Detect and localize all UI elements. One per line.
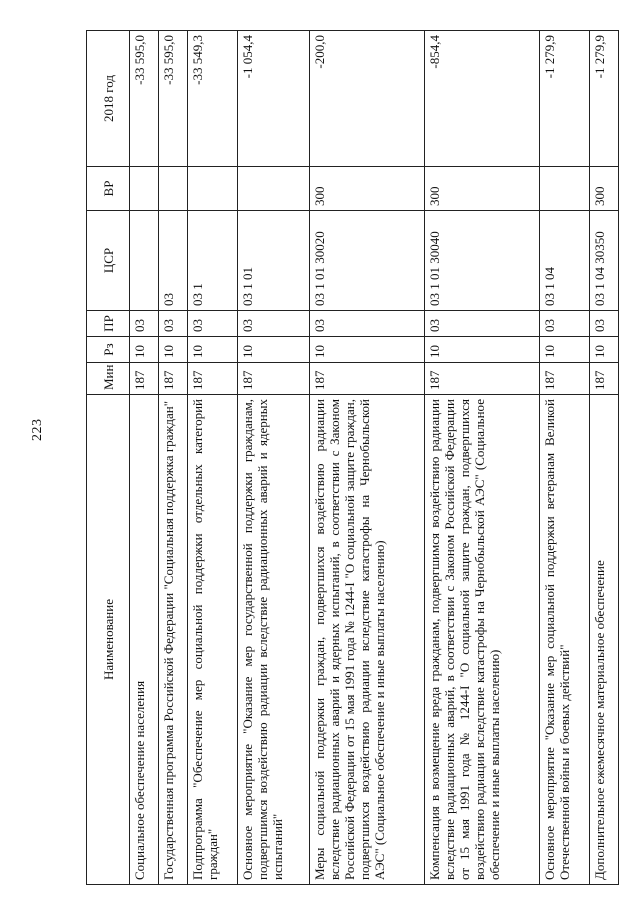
budget-table [86, 30, 619, 885]
row-pr: 03 [424, 311, 539, 337]
row-name: Основное мероприятие "Оказание мер государственной поддержки гражданам, подвергшимся воздействию радиации вследствие радиационных аварий и ядерных испытаний" [237, 395, 309, 885]
row-vr [237, 167, 309, 211]
row-vr [158, 167, 187, 211]
row-pr: 03 [539, 311, 589, 337]
row-name: Компенсация в возмещение вреда гражданам, подвергшимся воздействию радиации вследствие радиационных аварий, в соответствии с Законом Российской Федерации от 15 мая 1991 года № 1244-I "О социальной защите граждан, подвергшихся воздействию радиации вследствие катастрофы на Чернобыльской АЭС" (Социальное обеспечение и иные выплаты населению) [424, 395, 539, 885]
row-csr: 03 1 04 [539, 211, 589, 311]
table-row [237, 31, 309, 885]
row-vr: 300 [424, 167, 539, 211]
column-header-year: 2018 год [87, 31, 130, 167]
row-rz: 10 [187, 337, 237, 363]
row-min: 187 [539, 363, 589, 395]
row-name: Дополнительное ежемесячное материальное обеспечение [590, 395, 619, 885]
row-pr: 03 [237, 311, 309, 337]
rotated-table-container [86, 31, 619, 885]
row-vr [187, 167, 237, 211]
row-sum: -33 595,0 [158, 31, 187, 167]
row-csr: 03 1 04 30350 [590, 211, 619, 311]
row-min: 187 [130, 363, 159, 395]
row-rz: 10 [237, 337, 309, 363]
table-row [187, 31, 237, 885]
row-sum: -854,4 [424, 31, 539, 167]
row-min: 187 [237, 363, 309, 395]
row-min: 187 [158, 363, 187, 395]
table-row [158, 31, 187, 885]
table-row [424, 31, 539, 885]
table-row [130, 31, 159, 885]
row-sum: -1 279,9 [539, 31, 589, 167]
page-number: 223 [30, 418, 45, 441]
column-header-min: Мин [87, 363, 130, 395]
row-min: 187 [590, 363, 619, 395]
column-header-csr: ЦСР [87, 211, 130, 311]
row-rz: 10 [158, 337, 187, 363]
row-pr: 03 [130, 311, 159, 337]
row-vr [130, 167, 159, 211]
row-pr: 03 [187, 311, 237, 337]
row-csr: 03 1 01 [237, 211, 309, 311]
row-vr [539, 167, 589, 211]
row-sum: -33 549,3 [187, 31, 237, 167]
column-header-pr: ПР [87, 311, 130, 337]
row-pr: 03 [158, 311, 187, 337]
table-row [309, 31, 424, 885]
row-csr: 03 1 01 30040 [424, 211, 539, 311]
row-rz: 10 [130, 337, 159, 363]
row-name: Подпрограмма "Обеспечение мер социальной поддержки отдельных категорий граждан" [187, 395, 237, 885]
row-vr: 300 [590, 167, 619, 211]
row-rz: 10 [424, 337, 539, 363]
row-name: Меры социальной поддержки граждан, подвергшихся воздействию радиации вследствие радиационных аварий и ядерных испытаний, в соответствии с Законом Российской Федерации от 15 мая 1991 года № 1244-I "О социальной защите граждан, подвергшихся воздействию радиации вследствие катастрофы на Чернобыльской АЭС" (Социальное обеспечение и иные выплаты населению) [309, 395, 424, 885]
table-row [590, 31, 619, 885]
row-pr: 03 [590, 311, 619, 337]
row-name: Основное мероприятие "Оказание мер социальной поддержки ветеранам Великой Отечественной войны и боевых действий" [539, 395, 589, 885]
row-csr: 03 1 [187, 211, 237, 311]
table-header-row [87, 31, 130, 885]
column-header-rz: Рз [87, 337, 130, 363]
column-header-name: Наименование [87, 395, 130, 885]
row-sum: -200,0 [309, 31, 424, 167]
row-vr: 300 [309, 167, 424, 211]
row-rz: 10 [539, 337, 589, 363]
row-sum: -1 279,9 [590, 31, 619, 167]
row-min: 187 [187, 363, 237, 395]
row-rz: 10 [590, 337, 619, 363]
row-sum: -1 054,4 [237, 31, 309, 167]
row-csr: 03 1 01 30020 [309, 211, 424, 311]
row-rz: 10 [309, 337, 424, 363]
row-name: Социальное обеспечение населения [130, 395, 159, 885]
row-min: 187 [424, 363, 539, 395]
row-csr [130, 211, 159, 311]
row-min: 187 [309, 363, 424, 395]
column-header-vr: ВР [87, 167, 130, 211]
row-csr: 03 [158, 211, 187, 311]
row-sum: -33 595,0 [130, 31, 159, 167]
table-row [539, 31, 589, 885]
row-pr: 03 [309, 311, 424, 337]
row-name: Государственная программа Российской Федерации "Социальная поддержка граждан" [158, 395, 187, 885]
